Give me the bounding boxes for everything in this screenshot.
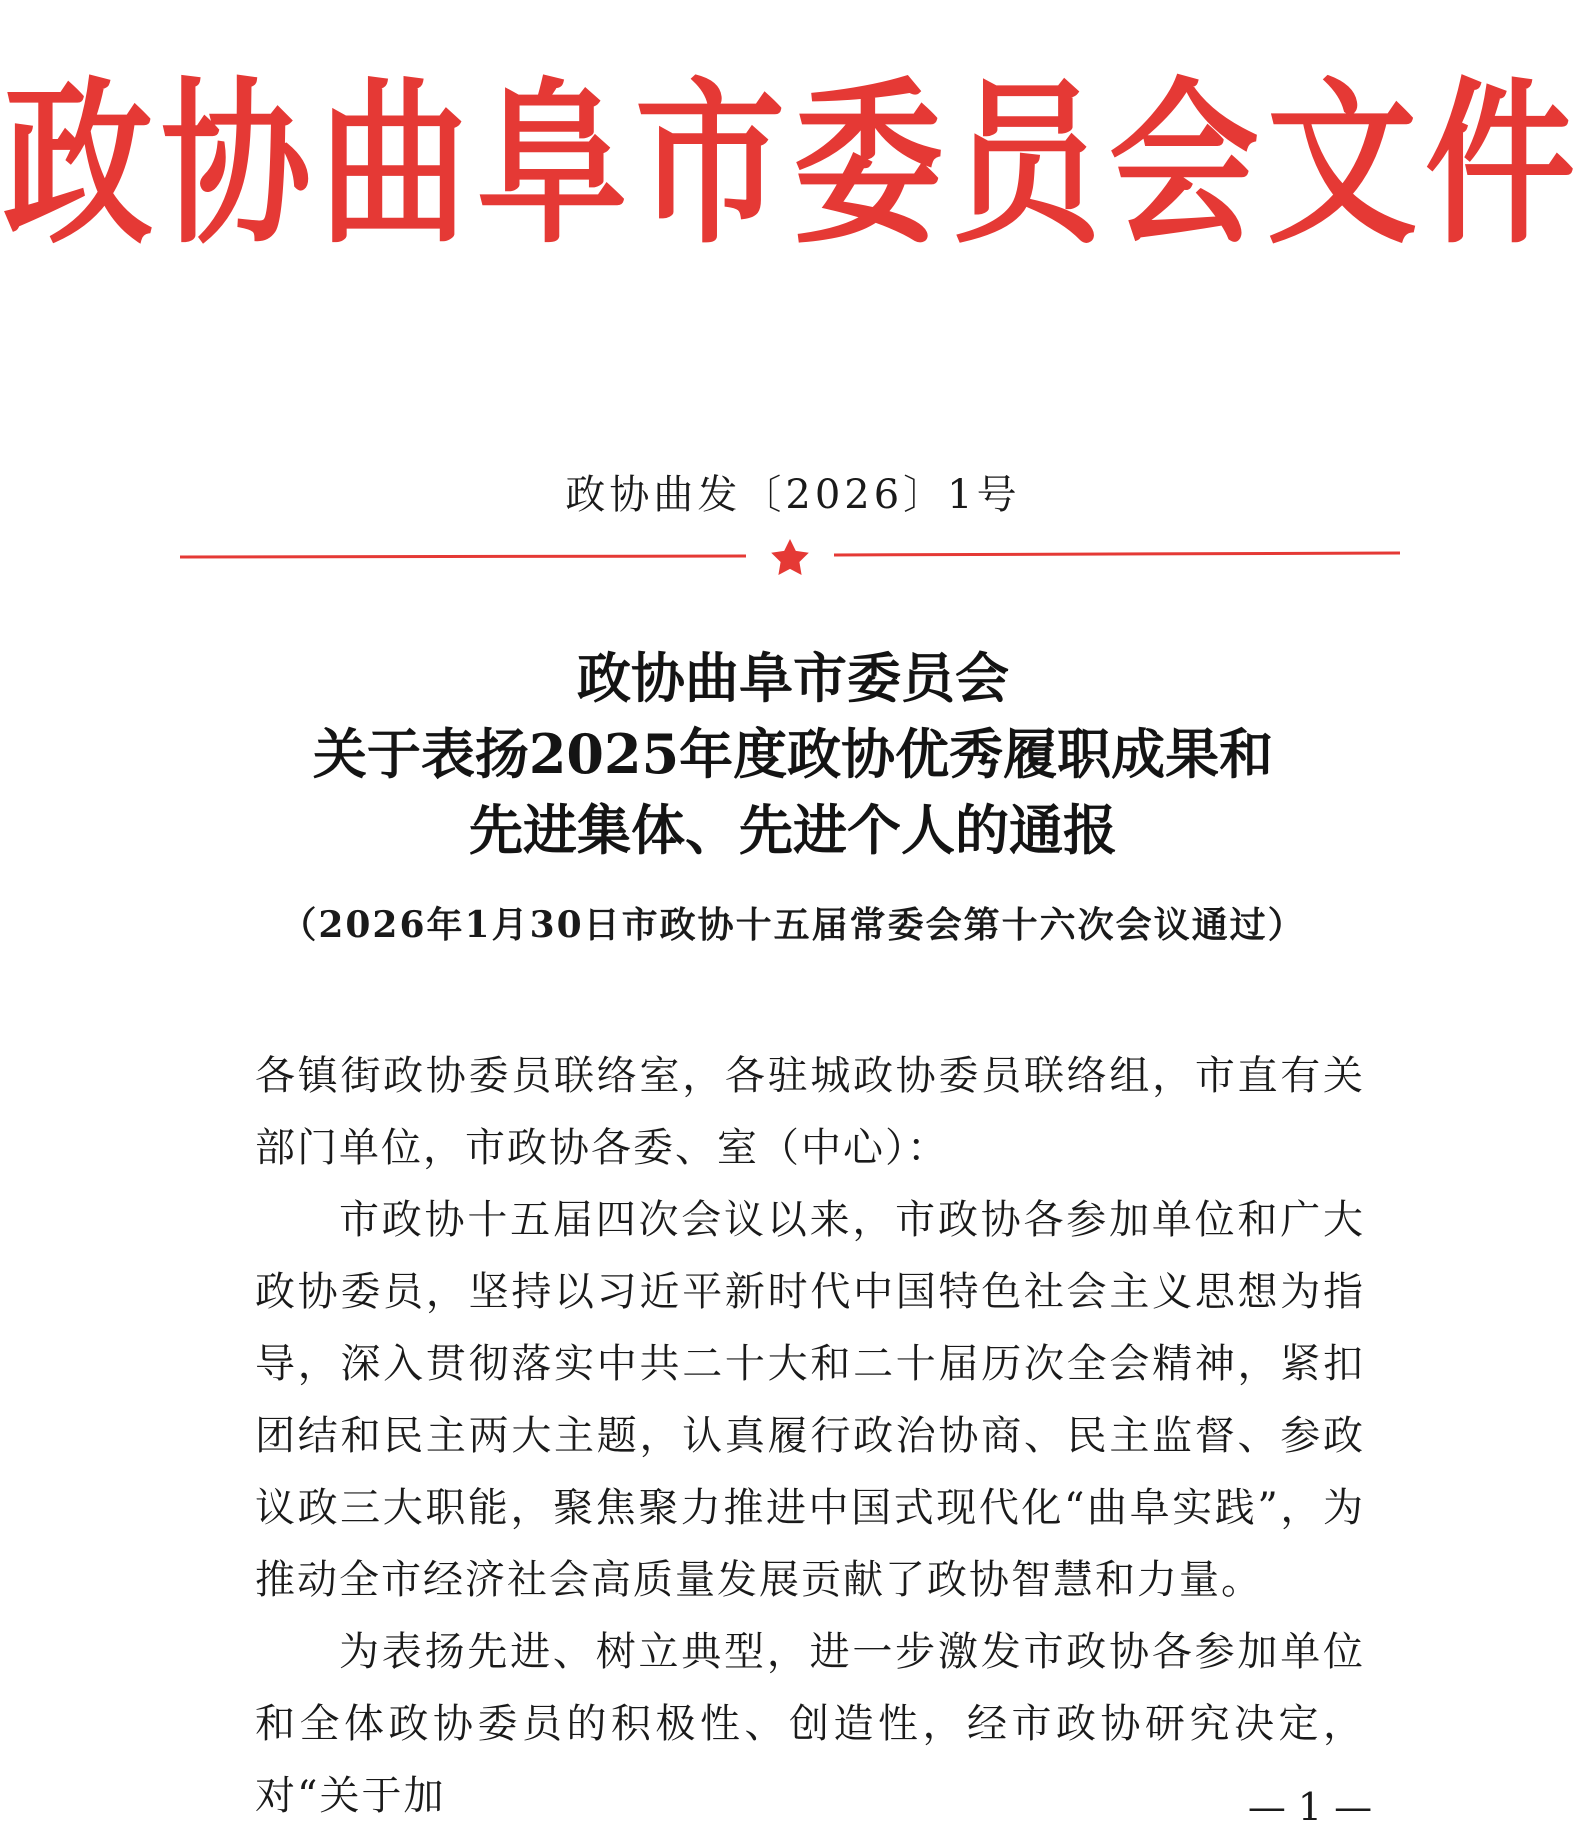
star-icon: [771, 539, 809, 575]
document-body: [255, 1040, 1365, 1832]
page-number: — 1 —: [1247, 1785, 1373, 1829]
title-line-3: 先进集体、先进个人的通报: [469, 798, 1117, 862]
document-title: [0, 640, 1586, 868]
document-masthead: 政协曲阜市委员会文件: [2, 63, 1583, 269]
body-paragraph-1: 市政协十五届四次会议以来，市政协各参加单位和广大政协委员，坚持以习近平新时代中国特色社会主义思想为指导，深入贯彻落实中共二十大和二十届历次全会精神，紧扣团结和民主两大主题，认真履行政治协商、民主监督、参政议政三大职能，聚焦聚力推进中国式现代化“曲阜实践”，为推动全市经济社会高质量发展贡献了政协智慧和力量。: [255, 1197, 1365, 1603]
document-number: 政协曲发〔2026〕1号: [565, 472, 1021, 518]
title-line-2: 关于表扬2025年度政协优秀履职成果和: [312, 722, 1274, 786]
document-subtitle: （2026年1月30日市政协十五届常委会第十六次会议通过）: [280, 904, 1306, 946]
salutation: 各镇街政协委员联络室，各驻城政协委员联络组，市直有关部门单位，市政协各委、室（中心）：: [255, 1053, 1365, 1171]
body-paragraph-2: 为表扬先进、树立典型，进一步激发市政协各参加单位和全体政协委员的积极性、创造性，经市政协研究决定，对“关于加: [255, 1629, 1365, 1819]
red-separator-line: [180, 535, 1400, 575]
separator-left-line: [180, 556, 746, 557]
separator-right-line: [834, 553, 1400, 555]
title-line-1: 政协曲阜市委员会: [577, 646, 1009, 710]
